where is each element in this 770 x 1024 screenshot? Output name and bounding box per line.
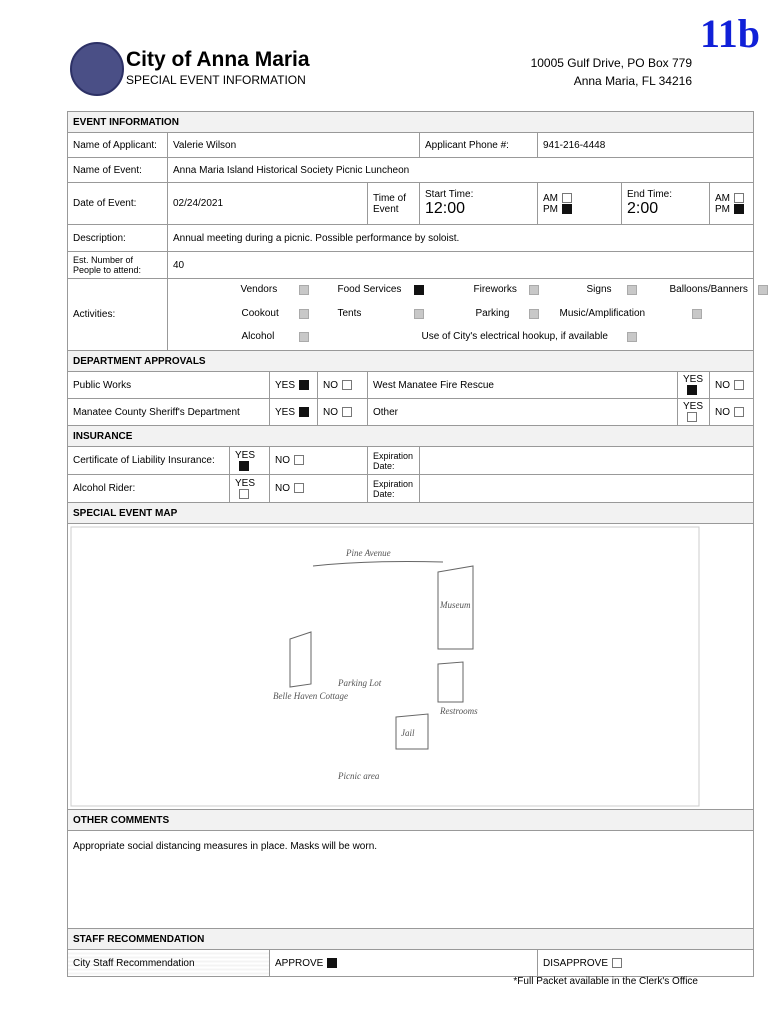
approve-checkbox[interactable] [327, 958, 337, 968]
other-no-checkbox[interactable] [734, 407, 744, 417]
start-time-label: Start Time: [425, 189, 474, 200]
liability-yes-label: YES [235, 449, 256, 461]
fire-rescue-label: West Manatee Fire Rescue [368, 372, 678, 399]
parking-label: Parking [475, 307, 510, 319]
alcohol-checkbox[interactable] [299, 332, 309, 342]
public-works-yes-checkbox[interactable] [299, 380, 309, 390]
city-seal-logo [70, 42, 124, 96]
end-time-cell[interactable] [622, 183, 710, 225]
liability-label: Certificate of Liability Insurance: [68, 447, 230, 475]
comments-field[interactable]: Appropriate social distancing measures in place. Masks will be worn. [68, 831, 754, 929]
cookout-label: Cookout [241, 307, 279, 319]
other-yes-checkbox[interactable] [687, 412, 697, 422]
end-am-checkbox[interactable] [734, 193, 744, 203]
applicant-label: Name of Applicant: [68, 133, 168, 158]
fireworks-checkbox[interactable] [529, 285, 539, 295]
event-name-label: Name of Event: [68, 158, 168, 183]
music-label: Music/Amplification [559, 307, 646, 319]
time-of-event-label: Time of Event [368, 183, 420, 225]
approve-label: APPROVE [275, 957, 324, 969]
event-name-field[interactable]: Anna Maria Island Historical Society Picnic Luncheon [168, 158, 754, 183]
map-label-restrooms: Restrooms [440, 706, 478, 716]
start-pm-checkbox[interactable] [562, 204, 572, 214]
disapprove-checkbox[interactable] [612, 958, 622, 968]
end-am-label: AM [715, 192, 730, 204]
public-works-no-checkbox[interactable] [342, 380, 352, 390]
start-am-checkbox[interactable] [562, 193, 572, 203]
tents-checkbox[interactable] [414, 309, 424, 319]
city-title: City of Anna Maria [126, 48, 310, 71]
rider-expiration-field[interactable] [420, 475, 754, 503]
event-form [67, 111, 754, 977]
tents-label: Tents [337, 307, 362, 319]
cookout-checkbox[interactable] [299, 309, 309, 319]
restroom-building [438, 662, 463, 702]
date-field[interactable]: 02/24/2021 [168, 183, 368, 225]
fire-no-checkbox[interactable] [734, 380, 744, 390]
other-label: Other [368, 399, 678, 426]
food-label: Food Services [337, 283, 402, 295]
fireworks-label: Fireworks [473, 283, 517, 295]
cottage-building [290, 632, 311, 687]
sheriff-no-label: NO [323, 406, 338, 418]
map-label-parking: Parking Lot [338, 678, 382, 688]
hand-drawn-map [68, 524, 702, 809]
rider-expiration-label: Expiration Date: [368, 475, 420, 503]
electrical-checkbox[interactable] [627, 332, 637, 342]
end-pm-label: PM [715, 203, 730, 215]
vendors-label: Vendors [240, 283, 278, 295]
phone-field[interactable]: 941-216-4448 [538, 133, 754, 158]
rider-no-label: NO [275, 483, 290, 494]
map-label-picnic: Picnic area [338, 771, 380, 781]
people-field[interactable]: 40 [168, 252, 754, 279]
alcohol-label: Alcohol [241, 331, 275, 343]
section-dept-approvals: DEPARTMENT APPROVALS [68, 351, 754, 372]
start-pm-label: PM [543, 203, 558, 215]
public-works-label: Public Works [68, 372, 270, 399]
map-label-jail: Jail [401, 728, 415, 738]
liability-no-label: NO [275, 455, 290, 466]
end-time-label: End Time: [627, 189, 673, 200]
section-insurance: INSURANCE [68, 426, 754, 447]
music-checkbox[interactable] [692, 309, 702, 319]
liability-expiration-label: Expiration Date: [368, 447, 420, 475]
parking-checkbox[interactable] [529, 309, 539, 319]
liability-yes-checkbox[interactable] [239, 461, 249, 471]
form-subtitle: SPECIAL EVENT INFORMATION [126, 73, 306, 87]
sheriff-no-checkbox[interactable] [342, 407, 352, 417]
people-label: Est. Number of People to attend: [68, 252, 168, 279]
fire-yes-label: YES [683, 374, 704, 385]
electrical-label: Use of City's electrical hookup, if available [421, 331, 608, 343]
page-tag: 11b [699, 11, 760, 56]
rider-yes-label: YES [235, 477, 256, 489]
address-line-1: 10005 Gulf Drive, PO Box 779 [530, 56, 692, 70]
start-am-label: AM [543, 192, 558, 204]
rider-yes-checkbox[interactable] [239, 489, 249, 499]
footer-note: *Full Packet available in the Clerk's Office [513, 976, 698, 987]
signs-label: Signs [586, 283, 612, 295]
fire-yes-checkbox[interactable] [687, 385, 697, 395]
fire-no-label: NO [715, 379, 730, 391]
sheriff-yes-label: YES [275, 406, 296, 418]
map-label-road: Pine Avenue [346, 548, 391, 558]
start-time-cell[interactable] [420, 183, 538, 225]
food-checkbox[interactable] [414, 285, 424, 295]
public-works-no-label: NO [323, 379, 338, 391]
sheriff-label: Manatee County Sheriff's Department [68, 399, 270, 426]
liability-no-checkbox[interactable] [294, 455, 304, 465]
activities-label: Activities: [68, 279, 168, 351]
event-map-area [68, 524, 754, 810]
phone-label: Applicant Phone #: [420, 133, 538, 158]
map-label-museum: Museum [440, 600, 471, 610]
start-time-value: 12:00 [425, 200, 466, 217]
section-other-comments: OTHER COMMENTS [68, 810, 754, 831]
disapprove-label: DISAPPROVE [543, 957, 609, 969]
section-event-info: EVENT INFORMATION [68, 112, 754, 133]
end-ampm [710, 183, 754, 225]
end-time-value: 2:00 [627, 200, 659, 217]
applicant-name-field[interactable]: Valerie Wilson [168, 133, 420, 158]
road-line [313, 562, 443, 567]
staff-rec-label: City Staff Recommendation [68, 950, 270, 977]
alcohol-rider-label: Alcohol Rider: [68, 475, 230, 503]
map-label-cottage: Belle Haven Cottage [273, 691, 348, 701]
section-staff-recommendation: STAFF RECOMMENDATION [68, 929, 754, 950]
section-event-map: SPECIAL EVENT MAP [68, 503, 754, 524]
balloons-label: Balloons/Banners [669, 283, 748, 295]
signs-checkbox[interactable] [627, 285, 637, 295]
other-no-label: NO [715, 406, 730, 418]
description-label: Description: [68, 225, 168, 252]
liability-expiration-field[interactable] [420, 447, 754, 475]
sheriff-yes-checkbox[interactable] [299, 407, 309, 417]
vendors-checkbox[interactable] [299, 285, 309, 295]
rider-no-checkbox[interactable] [294, 483, 304, 493]
start-ampm [538, 183, 622, 225]
date-label: Date of Event: [68, 183, 168, 225]
description-field[interactable]: Annual meeting during a picnic. Possible performance by soloist. [168, 225, 754, 252]
end-pm-checkbox[interactable] [734, 204, 744, 214]
other-yes-label: YES [683, 401, 704, 412]
public-works-yes-label: YES [275, 379, 296, 391]
address-line-2: Anna Maria, FL 34216 [573, 74, 692, 88]
